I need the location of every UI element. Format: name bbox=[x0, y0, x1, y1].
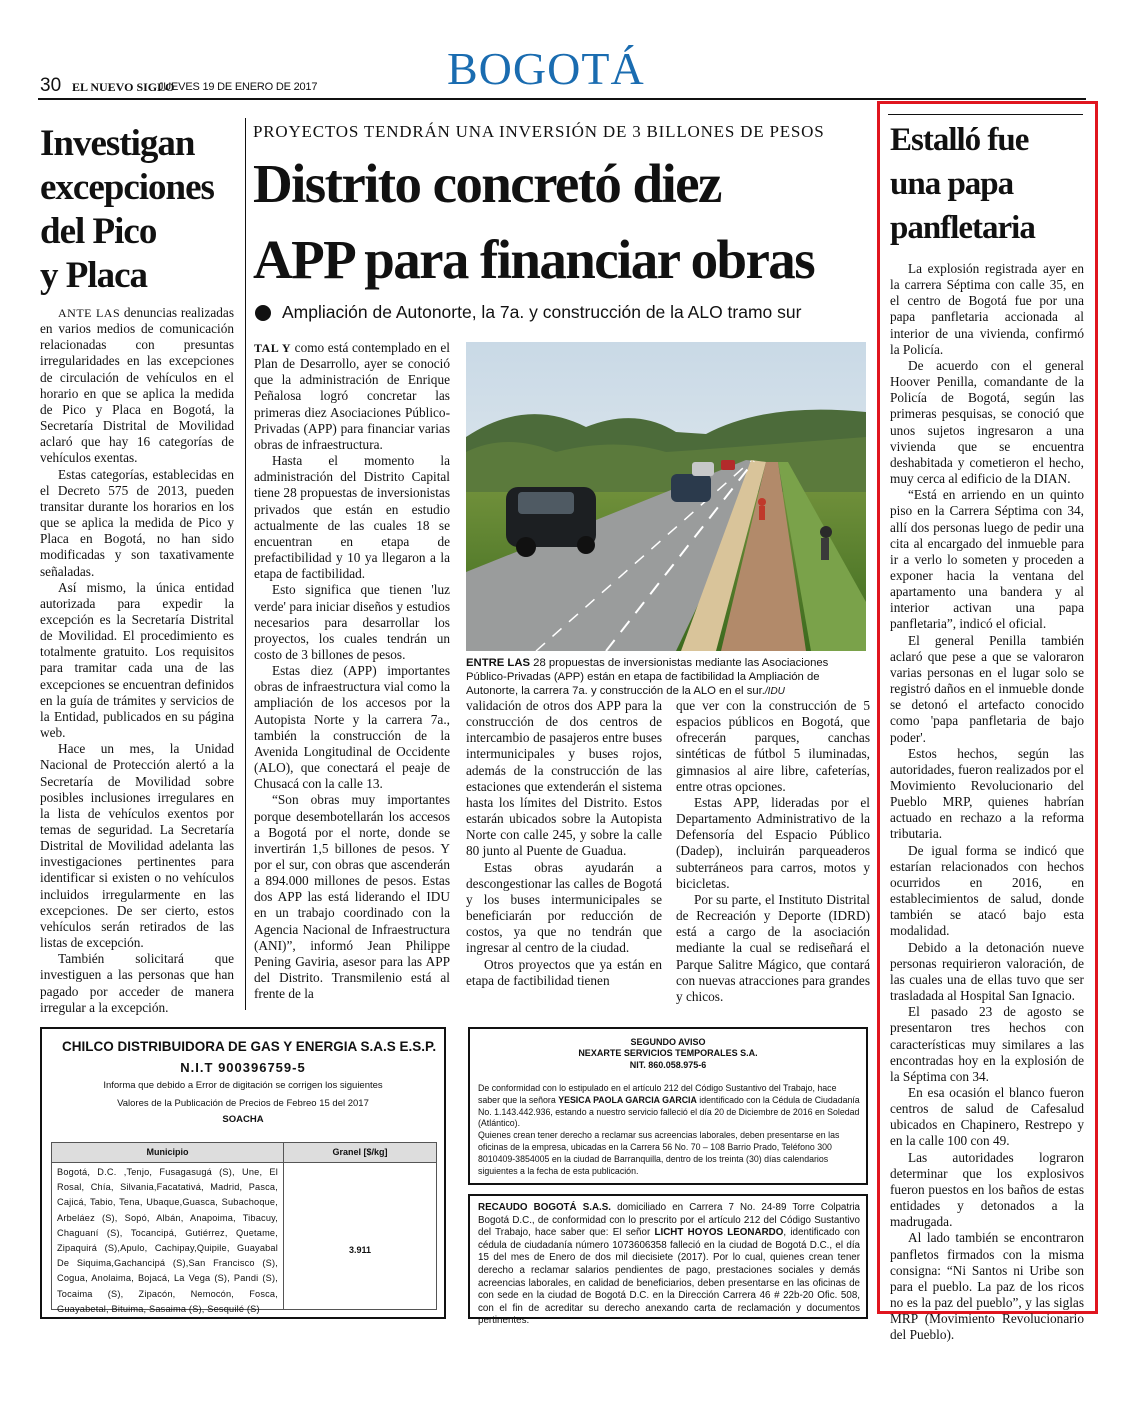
issue-date: JUEVES 19 DE ENERO DE 2017 bbox=[158, 81, 318, 93]
chilco-table bbox=[51, 1142, 437, 1314]
paragraph: Otros proyectos que ya están en etapa de factibilidad tienen bbox=[466, 956, 662, 988]
caption-credit: /IDU bbox=[764, 686, 785, 697]
chilco-ad bbox=[40, 1027, 446, 1319]
paragraph: De igual forma se indicó que estarían relacionados con hechos ocurridos en 2016, en establecimientos de salud, donde también se atacó bajo esta modalidad. bbox=[890, 842, 1084, 939]
right-headline-line: panfletaria bbox=[890, 210, 1035, 246]
paragraph: En esa ocasión el blanco fueron centros de salud de Cafesalud ubicados en Chapinero, Restrepo y en la calle 100 con 49. bbox=[890, 1084, 1084, 1149]
col-header-granel: Granel [$/kg] bbox=[332, 1147, 388, 1157]
paragraph: La explosión registrada ayer en la carrera Séptima con calle 35, en el centro de Bogotá fue por una papa panfletaria accionada al interior de una vivienda, confirmó la Policía. bbox=[890, 261, 1084, 357]
paragraph: El general Penilla también aclaró que pese a que se valoraron varias personas en el lugar solo se registró daños en el inmueble donde se detonó el artefacto conocido como 'papa panfletaria de bajo poder'. bbox=[890, 632, 1084, 745]
highway-rendering-photo bbox=[466, 342, 866, 651]
paragraph: De acuerdo con el general Hoover Penilla, comandante de la Policía de Bogotá, según las primeras pesquisas, se conoció que unos sujetos ingresaron a una vivienda que se encuentra deshabitada y cometieron el hecho, muy cerca al edificio de la DIAN. bbox=[890, 357, 1084, 487]
granel-value: 3.911 bbox=[348, 1245, 372, 1255]
nexarte-paragraph: Quienes crean tener derecho a reclamar sus acreencias laborales, deben presentarse en las oficinas de la empresa, ubicadas en la Carrera 56 No. 70 – 108 Barrio Prado, Teléfono 300 8010409-3854005 en la ciudad de Barranquilla, dentro de los treinta (30) días calendarios siguientes a la fecha de esta publicación. bbox=[478, 1130, 840, 1176]
nexarte-company: NEXARTE SERVICIOS TEMPORALES S.A. bbox=[578, 1048, 758, 1058]
photo-caption bbox=[466, 656, 866, 699]
header-rule bbox=[38, 98, 1086, 100]
main-col3 bbox=[676, 698, 870, 1005]
paragraph: Debido a la detonación nueve personas requirieron valoración, de las cuales una de ellas tuvo que ser trasladada al Hospital San Ignacio. bbox=[890, 939, 1084, 1004]
main-headline-line1: Distrito concretó diez bbox=[253, 153, 721, 214]
nexarte-aviso: SEGUNDO AVISO bbox=[630, 1037, 706, 1047]
column-divider bbox=[245, 118, 246, 1010]
bullet-icon bbox=[255, 305, 271, 321]
left-headline-line: del Pico bbox=[40, 211, 157, 252]
section-title: BOGOTÁ bbox=[447, 43, 645, 94]
paragraph: validación de otros dos APP para la construcción de dos centros de intercambio de pasajeros entre buses intermunicipales y buses rojos, además de la construcción de las estaciones que extenderán el sistema hasta los límites del Distrito. Estos estarán ubicados sobre la Autopista Norte con calle 245, y sobre la calle 80 junto al Puente de Guadua. bbox=[466, 698, 662, 859]
paragraph: “Son obras muy importantes porque desembotellarán los accesos a Bogotá por el norte, donde se invertirán 1,5 billones de pesos. Y por el sur, con obras que ascenderán a 894.000 millones de pesos. Estas dos APP las está liderando el IDU en un trabajo coordinado con la Agencia Nacional de Infraestructura (ANI)”, informó Jean Philippe Pening Gaviria, asesor para las APP del Distrito. Transmilenio está al frente de la bbox=[254, 792, 450, 1002]
main-headline-line2: APP para financiar obras bbox=[253, 229, 815, 290]
caption-text: 28 propuestas de inversionistas mediante las Asociaciones Público-Privadas (APP) están en etapa de factibilidad la Ampliación de Autonorte, la carrera 7a. y construcción de la ALO en el sur. bbox=[466, 657, 829, 697]
paragraph: También solicitará que investiguen a las personas que han pagado por acceder de manera irregular a la excepción. bbox=[40, 951, 234, 1015]
caption-caps: ENTRE LAS bbox=[466, 657, 531, 669]
right-headline bbox=[890, 118, 1090, 250]
municipios-cell: Bogotá, D.C. ,Tenjo, Fusagasugá (S), Une, El Rosal, Chía, Silvania,Facatativá, Madrid, Pasca, Cajicá, Tabio, Tena, Ubaque,Guasca, Subachoque, Arbeláez (S), Sopó, Albán, Anapoima, Tibacuy, Chaguaní (S), Tocancipá, Gutiérrez, Quetame, Zipaquirá (S),Apulo, Cachipay,Quipile, Guayabal De Siquima,Gachancipá (S),San Francisco (S), Cogua, Anolaima, Bojacá, La Vega (S), Pandi (S), Tocaima (S), Zipacón, Nemocón, Fosca, Guayabetal, Bituima, Sasaima (S), Sesquilé (S) bbox=[52, 1163, 284, 1309]
paragraph: Estas APP, lideradas por el Departamento Administrativo de la Defensoría del Espacio Público (Dadep), incluirán parqueaderos subterráneos para carros, motos y bicicletas. bbox=[676, 794, 870, 891]
recaudo-paragraph: RECAUDO BOGOTÁ S.A.S. domiciliado en Carrera 7 No. 24-89 Torre Colpatria Bogotá D.C., de conformidad con lo prescrito por el artículo 212 del Código Sustantivo del Trabajo, hace saber que: El señor LICHT HOYOS LEONARDO, identificado con cédula de ciudadanía número 1073606358 falleció en la ciudad de Bogotá D.C., el día 15 del mes de Enero de dos mil diecisiete (2017). Por lo cual, quienes crean tener derecho a reclamar salarios pendientes de pago, prestaciones sociales y demás acreencias laborales, en calidad de beneficiarios, deben presentarse en las oficinas de con sede en la ciudad de Bogotá D.C. en la Dirección Carrera 46 # 22b-20 Ofic. 508, con el fin de acreditar su derecho anexando carta de reclamación y documentos pertinentes. bbox=[478, 1202, 861, 1327]
paragraph: que ver con la construcción de 5 espacios públicos en Bogotá, que ofrecerán parques, canchas sintéticas de fútbol 5 iluminadas, gimnasios al aire libre, cafeterías, entre otras opciones. bbox=[676, 698, 870, 794]
paragraph: Estas obras ayudarán a descongestionar las calles de Bogotá y los buses intermunicipales se beneficiarán por reducción de costos, ya que no tendrán que ingresar al centro de la ciudad. bbox=[466, 859, 662, 956]
paragraph: Por su parte, el Instituto Distrital de Recreación y Deporte (IDRD) está a cargo de la asociación mediante la cual se rediseñará el Parque Salitre Mágico, que contará con nuevas atracciones para grandes y chicos. bbox=[676, 891, 870, 1004]
left-headline bbox=[40, 122, 240, 298]
chilco-line2: Valores de la Publicación de Precios de Febreo 15 del 2017 bbox=[117, 1098, 369, 1109]
paragraph: Hasta el momento la administración del Distrito Capital tiene 28 propuestas de inversionistas privados que están en estudio actualmente de las cuales 18 se encuentran en etapa de prefactibilidad y 10 ya llegaron a la etapa de factibilidad. bbox=[254, 453, 450, 582]
lead-caps: ANTE LAS bbox=[58, 306, 121, 320]
main-col1 bbox=[254, 340, 450, 1002]
left-headline-line: y Placa bbox=[40, 255, 148, 296]
nexarte-paragraph: De conformidad con lo estipulado en el artículo 212 del Código Sustantivo del Trabajo, hace saber que la señora YESICA PAOLA GARCIA GARCIA identificado con la Cédula de Ciudadanía No. 1.143.442.936, estando a nuestro servicio falleció el día 20 de Diciembre de 2016 en Soledad (Atlántico). bbox=[478, 1083, 860, 1129]
paragraph: Así mismo, la única entidad autorizada para expedir la excepción es la Secretaría Distrital de Movilidad. El procedimiento es totalmente gratuito. Los requisitos para tramitar cada una de las excepciones se encuentran definidos en la guía de trámites y servicios de la Entidad, publicados en su página web. bbox=[40, 579, 234, 741]
nexarte-ad bbox=[468, 1027, 868, 1185]
paragraph: Al lado también se encontraron panfletos firmados con la misma consigna: “Ni Santos ni Uribe son para el pueblo. La paz de los ricos no es la paz del pueblo”, y las siglas MRP (Movimiento Revolucionario del Pueblo). bbox=[890, 1230, 1084, 1343]
page-number: 30 bbox=[40, 75, 62, 96]
paragraph: como está contemplado en el Plan de Desarrollo, ayer se conoció que la administración de Enrique Peñalosa logró concretar las primeras diez Asociaciones Público-Privadas (APP) para financiar varias obras de infraestructura. bbox=[254, 340, 450, 452]
paragraph: Hace un mes, la Unidad Nacional de Protección alertó a la Secretaría de Movilidad sobre posibles inclusiones irregulares en la lista de vehículos exentos por temas de seguridad. La Secretaría Distrital de Movilidad adelanta las investigaciones pertinentes para identificar si existen o no vehículos incluidos irregularmente en las excepciones. De ser cierto, estos vehículos serán retirados de las listas de excepción. bbox=[40, 741, 234, 951]
main-kicker: PROYECTOS TENDRÁN UNA INVERSIÓN DE 3 BILLONES DE PESOS bbox=[253, 122, 825, 141]
main-subhead: Ampliación de Autonorte, la 7a. y construcción de la ALO tramo sur bbox=[282, 302, 802, 322]
chilco-line1: Informa que debido a Error de digitación se corrigen los siguientes bbox=[103, 1080, 383, 1091]
right-article-body bbox=[890, 261, 1084, 1343]
paragraph: “Está en arriendo en un quinto piso en la Carrera Séptima con 34, allí dos personas luego de pedir una cita al encargado del inmueble para ir a verlo lo someten y proceden a exponer hacia la ventana del apartamento una bandera y al interior activan una papa panfletaria”, indicó el oficial. bbox=[890, 487, 1084, 632]
left-headline-line: Investigan bbox=[40, 123, 195, 164]
paragraph: Esto significa que tienen 'luz verde' para iniciar diseños y estudios necesarios para desarrollar los proyectos, los cuales tendrán un costo de 3 billones de pesos. bbox=[254, 582, 450, 662]
chilco-nit: N.I.T 900396759-5 bbox=[180, 1060, 306, 1075]
recaudo-ad bbox=[468, 1194, 868, 1327]
left-headline-line: excepciones bbox=[40, 167, 214, 208]
masthead: EL NUEVO SIGLO bbox=[72, 80, 175, 94]
nexarte-nit: NIT. 860.058.975-6 bbox=[629, 1060, 707, 1070]
left-article-body bbox=[40, 305, 234, 1016]
paragraph: Estas diez (APP) importantes obras de infraestructura vial como la ampliación de los accesos por la Autopista Norte y la carrera 7a., también la construcción de la Avenida Longitudinal de Occidente (ALO), que conectará el peaje de Chusacá con la calle 13. bbox=[254, 663, 450, 792]
paragraph: Estos hechos, según las autoridades, fueron realizados por el Movimiento Revolucionario del Pueblo MRP, quienes habrían actuado en rechazo a la reforma tributaria. bbox=[890, 745, 1084, 842]
paragraph: Estas categorías, establecidas en el Decreto 575 de 2013, pueden transitar durante los horarios en los que se aplica la medida de Pico y Placa en Bogotá, no han sido modificadas y son taxativamente señaladas. bbox=[40, 466, 234, 579]
chilco-title: CHILCO DISTRIBUIDORA DE GAS Y ENERGIA S.A.S E.S.P. bbox=[62, 1039, 437, 1054]
paragraph: denuncias realizadas en varios medios de comunicación relacionadas con presuntas irregularidades en las excepciones de circulación de vehículos en el horario en que se aplica la medida de Pico y Placa en Bogotá, la Secretaría Distrital de Movilidad aclaró que hay 16 categorías de vehículos exentas. bbox=[40, 305, 234, 466]
chilco-city: SOACHA bbox=[222, 1114, 264, 1125]
paragraph: Las autoridades lograron determinar que los explosivos fueron puestos en los baños de estas entidades y detonados a la madrugada. bbox=[890, 1149, 1084, 1230]
right-headline-line: una papa bbox=[890, 166, 1014, 202]
col-header-municipio: Municipio bbox=[52, 1143, 284, 1162]
right-headline-rule bbox=[888, 114, 1083, 115]
paragraph: El pasado 23 de agosto se presentaron tres hechos con características muy similares a las encontradas hoy en la explosión de la Séptima con 34. bbox=[890, 1004, 1084, 1084]
main-col2 bbox=[466, 698, 662, 989]
lead-caps: TAL Y bbox=[254, 341, 292, 355]
right-headline-line: Estalló fue bbox=[890, 122, 1029, 158]
